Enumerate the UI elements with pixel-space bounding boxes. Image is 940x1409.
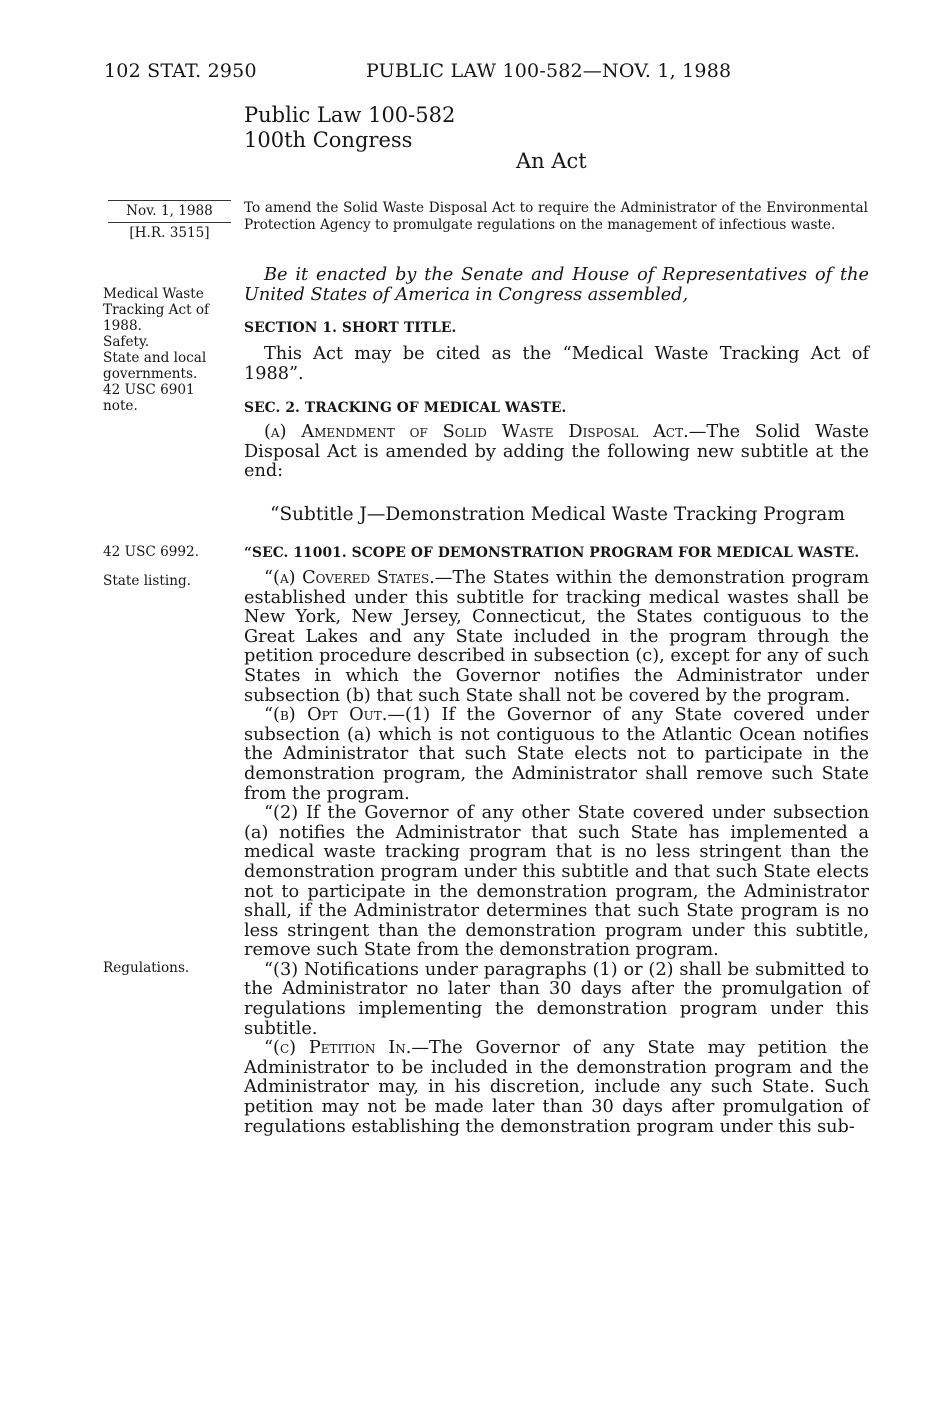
subsection-c-text: —The Governor of any State may petition the Administrator to be included in the demonstration program and the Administrator may, in his discretion, include any such State. Such petition may not be made later than 30 days after promulgation of regulations establishing the demonstration program under this sub- (244, 1038, 869, 1137)
margin-date-block (108, 203, 231, 241)
margin-note: Safety. (103, 334, 150, 350)
bill-number: [H.R. 3515] (108, 222, 231, 241)
subsection-a-covered-states (244, 569, 869, 706)
subsection-b-opt-out (244, 706, 869, 804)
subsection-b-heading: “(b) Opt Out. (264, 705, 388, 726)
margin-note: governments. (103, 366, 198, 382)
section-1-text: This Act may be cited as the “Medical Waste Tracking Act of 1988”. (244, 344, 869, 384)
margin-rule-top (108, 200, 231, 201)
section-11001-heading: “SEC. 11001. SCOPE OF DEMONSTRATION PROGRAM FOR MEDICAL WASTE. (244, 545, 860, 561)
congress-label: 100th Congress (244, 128, 413, 152)
margin-note: note. (103, 398, 138, 414)
law-title-block (244, 103, 455, 153)
subsection-c-heading: “(c) Petition In. (264, 1038, 412, 1059)
margin-state-listing: State listing. (103, 573, 191, 589)
paragraph-a-heading: (a) Amendment of Solid Waste Disposal Act. (264, 422, 689, 442)
long-title-purpose: To amend the Solid Waste Disposal Act to require the Administrator of the Environmental Protection Agency to promulgate regulations on the management of infectious waste. (244, 200, 868, 233)
margin-note: 42 USC 6901 (103, 382, 195, 398)
running-head: PUBLIC LAW 100-582—NOV. 1, 1988 (366, 60, 732, 82)
subsection-a-heading: “(a) Covered States. (264, 568, 435, 588)
section-11001-body (244, 569, 869, 1137)
subsection-b2-text: “(2) If the Governor of any other State covered under subsection (a) notifies the Administrator that such State has implemented a medical waste tracking program that is no less stringent than the demonstration program under this subtitle and that such State elects not to participate in the demonstration program, the Administrator shall, if the Administrator determines that such State program is no less stringent than the demonstration program under this subtitle, remove such State from the demonstration program. (244, 803, 869, 961)
enacting-clause: Be it enacted by the Senate and House of Representatives of the United States of America in Congress assembled, (244, 265, 869, 305)
subsection-b1-text: —(1) If the Governor of any State covered under subsection (a) which is not contiguous to the Atlantic Ocean notifies the Administrator that such State elects not to participate in the demonstration program, the Administrator shall remove such State from the program. (244, 705, 870, 804)
margin-note: 1988. (103, 318, 142, 334)
an-act-label: An Act (516, 149, 587, 173)
margin-usc-6992: 42 USC 6992. (103, 544, 200, 560)
paragraph-a-text: —The Solid Waste Disposal Act is amended by adding the following new subtitle at the end: (244, 422, 869, 482)
subtitle-j-heading: “Subtitle J—Demonstration Medical Waste Tracking Program (270, 504, 845, 525)
margin-note: State and local (103, 350, 207, 366)
subsection-a-text: —The States within the demonstration program established under this subtitle for tracking medical wastes shall be New York, New Jersey, Connecticut, the States contiguous to the Great Lakes and any State included in the program through the petition procedure described in subsection (c), except for any of such States in which the Governor notifies the Administrator under subsection (b) that such State shall not be covered by the program. (244, 568, 869, 706)
section-2-paragraph-a (244, 423, 869, 482)
subsection-b3-text: “(3) Notifications under paragraphs (1) or (2) shall be submitted to the Administrator no later than 30 days after the promulgation of regulations implementing the demonstration program under this subtitle. (244, 959, 869, 1039)
margin-note: Medical Waste (103, 286, 204, 302)
public-law-number: Public Law 100-582 (244, 103, 456, 127)
margin-regulations: Regulations. (103, 960, 190, 976)
margin-notes-short-title (103, 286, 228, 414)
margin-note: Tracking Act of (103, 302, 210, 318)
enactment-date: Nov. 1, 1988 (126, 203, 213, 219)
section-1-heading: SECTION 1. SHORT TITLE. (244, 320, 457, 336)
subsection-c-petition-in (244, 1039, 869, 1137)
page-reference: 102 STAT. 2950 (104, 60, 257, 82)
section-2-heading: SEC. 2. TRACKING OF MEDICAL WASTE. (244, 400, 567, 416)
